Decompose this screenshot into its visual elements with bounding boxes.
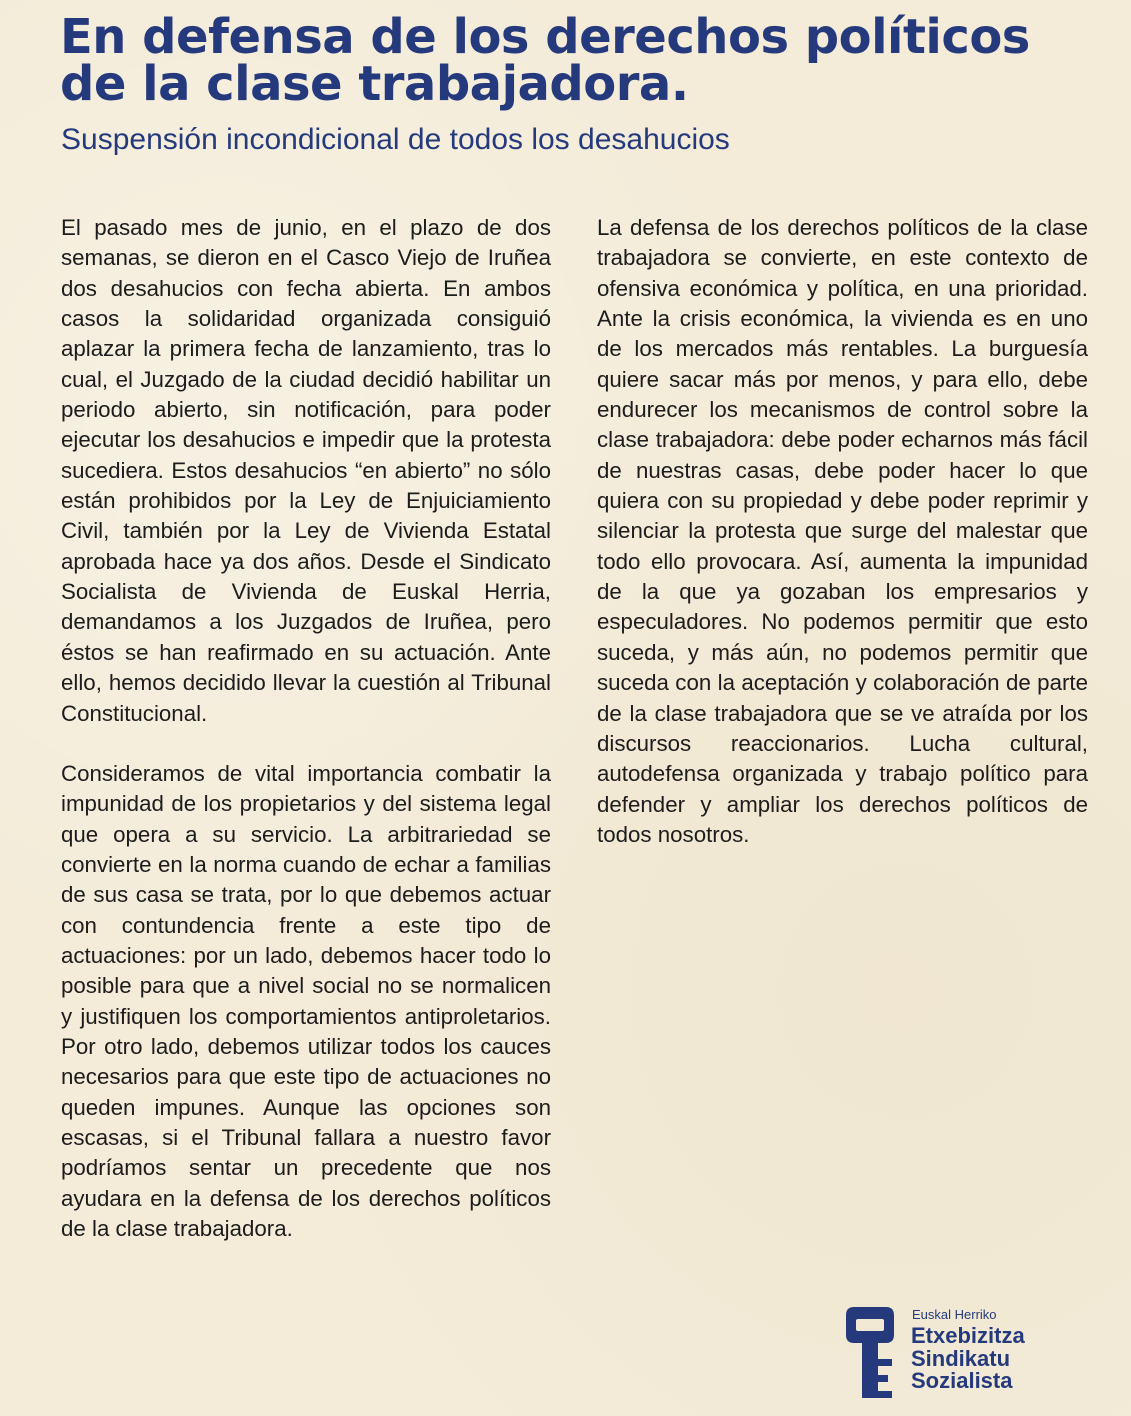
logo-name: [911, 1325, 1025, 1393]
paragraph: Consideramos de vital importancia combatir la impunidad de los propietarios y del sistema legal que opera a su servicio. La arbitrariedad se convierte en la norma cuando de echar a familias de sus casa se trata, por lo que debemos actuar con contundencia frente a este tipo de actuaciones: por un lado, debemos hacer todo lo posible para que a nivel social no se normalicen y justifiquen los comportamientos antiproletarios. Por otro lado, debemos utilizar todos los cauces necesarios para que este tipo de actuaciones no queden impunes. Aunque las opciones son escasas, si el Tribunal fallara a nuestro favor podríamos sentar un precedente que nos ayudara en la defensa de los derechos políticos de la clase trabajadora.: [61, 760, 551, 1241]
logo-name-line: Etxebizitza: [911, 1323, 1025, 1348]
paragraph: El pasado mes de junio, en el plazo de dos semanas, se dieron en el Casco Viejo de Iruñea dos desahucios con fecha abierta. En ambos casos la solidaridad organizada consiguió aplazar la primera fecha de lanzamiento, tras lo cual, el Juzgado de la ciudad decidió habilitar un periodo abierto, sin notificación, para poder ejecutar los desahucios e impedir que la protesta sucediera. Estos desahucios “en abierto” no sólo están prohibidos por la Ley de Enjuiciamiento Civil, también por la Ley de Vivienda Estatal aprobada hace ya dos años. Desde el Sindicato Socialista de Vivienda de Euskal Herria, demandamos a los Juzgados de Iruñea, pero éstos se han reafirmado en su actuación. Ante ello, hemos decidido llevar la cuestión al Tribunal Constitucional.: [61, 215, 551, 726]
right-column: [597, 213, 1088, 850]
logo-region: Euskal Herriko: [912, 1307, 997, 1322]
organization-logo: [838, 1305, 1058, 1405]
left-column: [61, 213, 551, 1244]
key-icon: [838, 1305, 902, 1400]
logo-name-line: Sindikatu: [911, 1345, 1011, 1371]
page-subtitle: Suspensión incondicional de todos los desahucios: [61, 123, 730, 156]
page-title: En defensa de los derechos políticos de la clase trabajadora.: [60, 9, 1030, 112]
logo-name-line: Sozialista: [911, 1368, 1013, 1393]
paragraph: La defensa de los derechos políticos de la clase trabajadora se convierte, en este contexto de ofensiva económica y política, en una prioridad. Ante la crisis económica, la vivienda es en uno de los mercados más rentables. La burguesía quiere sacar más por menos, y para ello, debe endurecer los mecanismos de control sobre la clase trabajadora: debe poder echarnos más fácil de nuestras casas, debe poder hacer lo que quiera con su propiedad y debe poder reprimir y silenciar la protesta que surge del malestar que todo ello provocara. Así, aumenta la impunidad de la que ya gozaban los empresarios y especuladores. No podemos permitir que esto suceda, y más aún, no podemos permitir que suceda con la aceptación y colaboración de parte de la clase trabajadora que se ve atraída por los discursos reaccionarios. Lucha cultural, autodefensa organizada y trabajo político para defender y ampliar los derechos políticos de todos nosotros.: [597, 215, 1088, 847]
